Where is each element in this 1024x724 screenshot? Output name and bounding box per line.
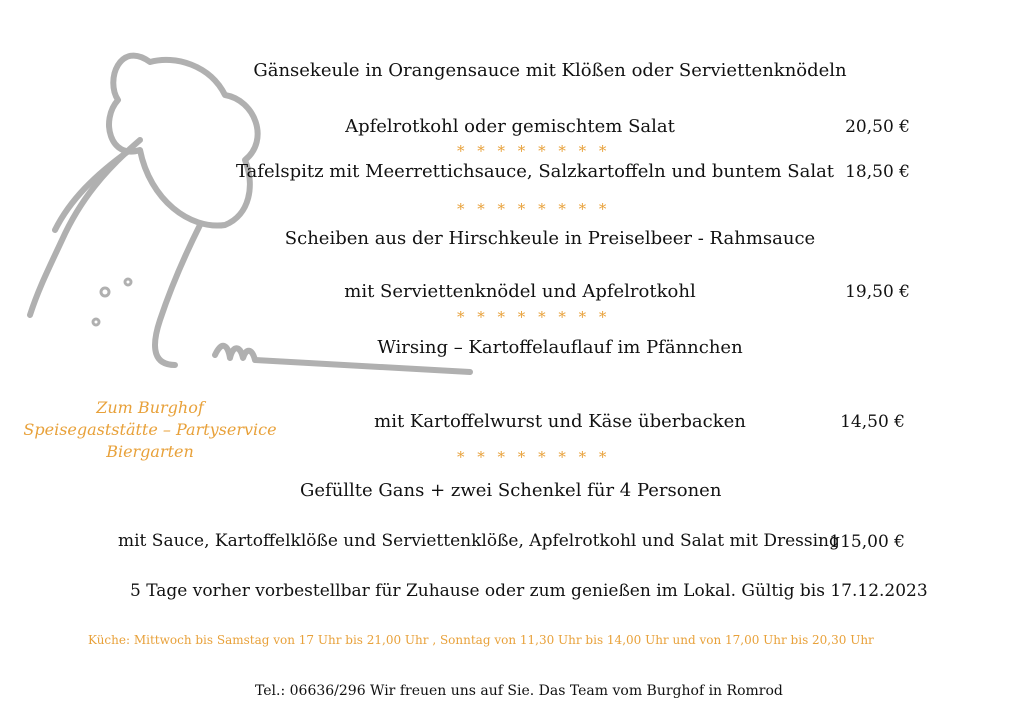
- chef-button-1: [101, 288, 109, 296]
- dish5-line2: mit Sauce, Kartoffelklöße und Serviettenklöße, Apfelrotkohl und Salat mit Dressing: [118, 531, 840, 551]
- brand-block: [20, 397, 280, 463]
- chef-collar-outline: [155, 225, 200, 365]
- dish1-price: 20,50 €: [845, 117, 910, 137]
- chef-body-outline: [30, 140, 140, 315]
- chef-hat-outline: [109, 56, 258, 226]
- chef-button-2: [125, 279, 131, 285]
- dish3-line1: Scheiben aus der Hirschkeule in Preiselbeer - Rahmsauce: [284, 228, 816, 249]
- separator-1: * * * * * * * *: [457, 142, 611, 160]
- dish4-price: 14,50 €: [840, 412, 905, 432]
- dish5-line1: Gefüllte Gans + zwei Schenkel für 4 Personen: [300, 480, 722, 501]
- dish3-line2: mit Serviettenknödel und Apfelrotkohl: [344, 281, 696, 302]
- separator-2: * * * * * * * *: [457, 200, 611, 218]
- chef-illustration: [0, 0, 480, 380]
- brand-name: Zum Burghof: [96, 398, 204, 417]
- dish3-price: 19,50 €: [845, 282, 910, 302]
- footer-contact: Tel.: 06636/296 Wir freuen uns auf Sie. Das Team vom Burghof in Romrod: [255, 683, 783, 699]
- preorder-notice: 5 Tage vorher vorbestellbar für Zuhause oder zum genießen im Lokal. Gültig bis 17.12.2023: [130, 581, 928, 601]
- separator-3: * * * * * * * *: [457, 308, 611, 326]
- dish1-line2: Apfelrotkohl oder gemischtem Salat: [345, 116, 675, 137]
- dish4-line1: Wirsing – Kartoffelauflauf im Pfännchen: [377, 337, 743, 358]
- kitchen-hours: Küche: Mittwoch bis Samstag von 17 Uhr bis 21,00 Uhr , Sonntag von 11,30 Uhr bis 14,00 Uhr und von 17,00 Uhr bis 20,30 Uhr: [88, 633, 874, 647]
- dish4-line2: mit Kartoffelwurst und Käse überbacken: [374, 411, 746, 432]
- dish2-price: 18,50 €: [845, 162, 910, 182]
- dish2-line1: Tafelspitz mit Meerrettichsauce, Salzkartoffeln und buntem Salat: [235, 161, 835, 182]
- dish1-line1: Gänsekeule in Orangensauce mit Klößen oder Serviettenknödeln: [253, 60, 847, 81]
- dish5-price: 115,00 €: [829, 532, 905, 552]
- brand-extra: Biergarten: [106, 442, 194, 461]
- separator-4: * * * * * * * *: [457, 448, 611, 466]
- brand-subtitle: Speisegaststätte – Partyservice: [23, 420, 277, 439]
- chef-button-3: [93, 319, 99, 325]
